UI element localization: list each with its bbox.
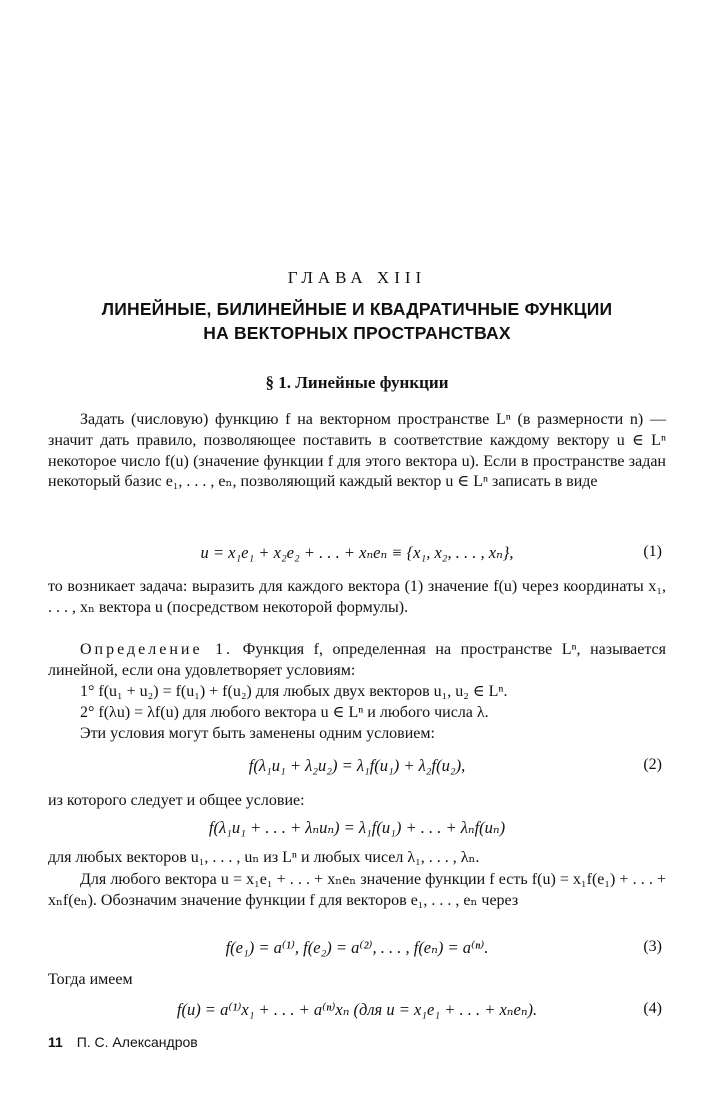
book-page <box>48 0 666 1100</box>
equation-4-body: f(u) = a⁽¹⁾x₁ + . . . + a⁽ⁿ⁾xₙ (для u = x₁e₁ + . . . + xₙeₙ). <box>176 1000 538 1019</box>
paragraph-single-condition: Эти условия могут быть заменены одним условием: <box>80 725 435 742</box>
equation-4-number: (4) <box>643 1000 662 1017</box>
page-footer <box>48 1034 198 1050</box>
equation-2 <box>48 756 666 776</box>
paragraph-intro: Задать (числовую) функцию f на векторном пространстве Lⁿ (в размерности n) — значит дать правило, позволяющее поставить в соответствие каждому вектору u ∈ Lⁿ некоторое число f(u) (значение функции f для этого вектора u). Если в пространстве задан некоторый базис e₁, . . . , eₙ, позволяющий каждый вектор u ∈ Lⁿ записать в виде <box>48 411 666 491</box>
equation-3 <box>48 938 666 958</box>
section-title: § 1. Линейные функции <box>265 373 449 392</box>
definition-label: Определение 1. <box>80 641 234 658</box>
paragraph-general-condition: из которого следует и общее условие: <box>48 792 305 809</box>
chapter-title <box>48 297 666 345</box>
signature-number: 11 <box>48 1034 63 1050</box>
equation-1-body: u = x₁e₁ + x₂e₂ + . . . + xₙeₙ ≡ {x₁, x₂, . . . , xₙ}, <box>200 543 514 562</box>
paragraph-task: то возникает задача: выразить для каждого вектора (1) значение f(u) через координаты x₁, . . . , xₙ вектора u (посредством некоторой формулы). <box>48 578 666 616</box>
chapter-title-line-2: НА ВЕКТОРНЫХ ПРОСТРАНСТВАХ <box>203 323 511 343</box>
condition-1: 1° f(u₁ + u₂) = f(u₁) + f(u₂) для любых двух векторов u₁, u₂ ∈ Lⁿ. <box>80 683 508 700</box>
equation-1-number: (1) <box>643 543 662 560</box>
equation-2-body: f(λ₁u₁ + λ₂u₂) = λ₁f(u₁) + λ₂f(u₂), <box>248 756 466 775</box>
equation-4 <box>48 1000 666 1020</box>
definition-text: Функция f, определенная на пространстве Lⁿ, называется линейной, если она удовлетворяет условиям: <box>48 641 667 679</box>
paragraph-then: Тогда имеем <box>48 971 133 988</box>
equation-2-number: (2) <box>643 756 662 773</box>
definition-1 <box>48 640 666 682</box>
author-name: П. С. Александров <box>76 1034 198 1050</box>
equation-general-body: f(λ₁u₁ + . . . + λₙuₙ) = λ₁f(u₁) + . . . + λₙf(uₙ) <box>208 818 506 837</box>
equation-1 <box>48 543 666 563</box>
paragraph-any-vector: Для любого вектора u = x₁e₁ + . . . + xₙeₙ значение функции f есть f(u) = x₁f(e₁) + . . . + xₙf(eₙ). Обозначим значение функции f для векторов e₁, . . . , eₙ через <box>48 871 666 909</box>
paragraph-any-vectors: для любых векторов u₁, . . . , uₙ из Lⁿ и любых чисел λ₁, . . . , λₙ. <box>48 849 480 866</box>
equation-3-body: f(e₁) = a⁽¹⁾, f(e₂) = a⁽²⁾, . . . , f(eₙ) = a⁽ⁿ⁾. <box>225 938 489 957</box>
chapter-number: ГЛАВА XIII <box>287 268 427 287</box>
condition-2: 2° f(λu) = λf(u) для любого вектора u ∈ Lⁿ и любого числа λ. <box>80 704 489 721</box>
chapter-title-line-1: ЛИНЕЙНЫЕ, БИЛИНЕЙНЫЕ И КВАДРАТИЧНЫЕ ФУНКЦИИ <box>101 299 613 319</box>
equation-general <box>48 818 666 838</box>
equation-3-number: (3) <box>643 938 662 955</box>
